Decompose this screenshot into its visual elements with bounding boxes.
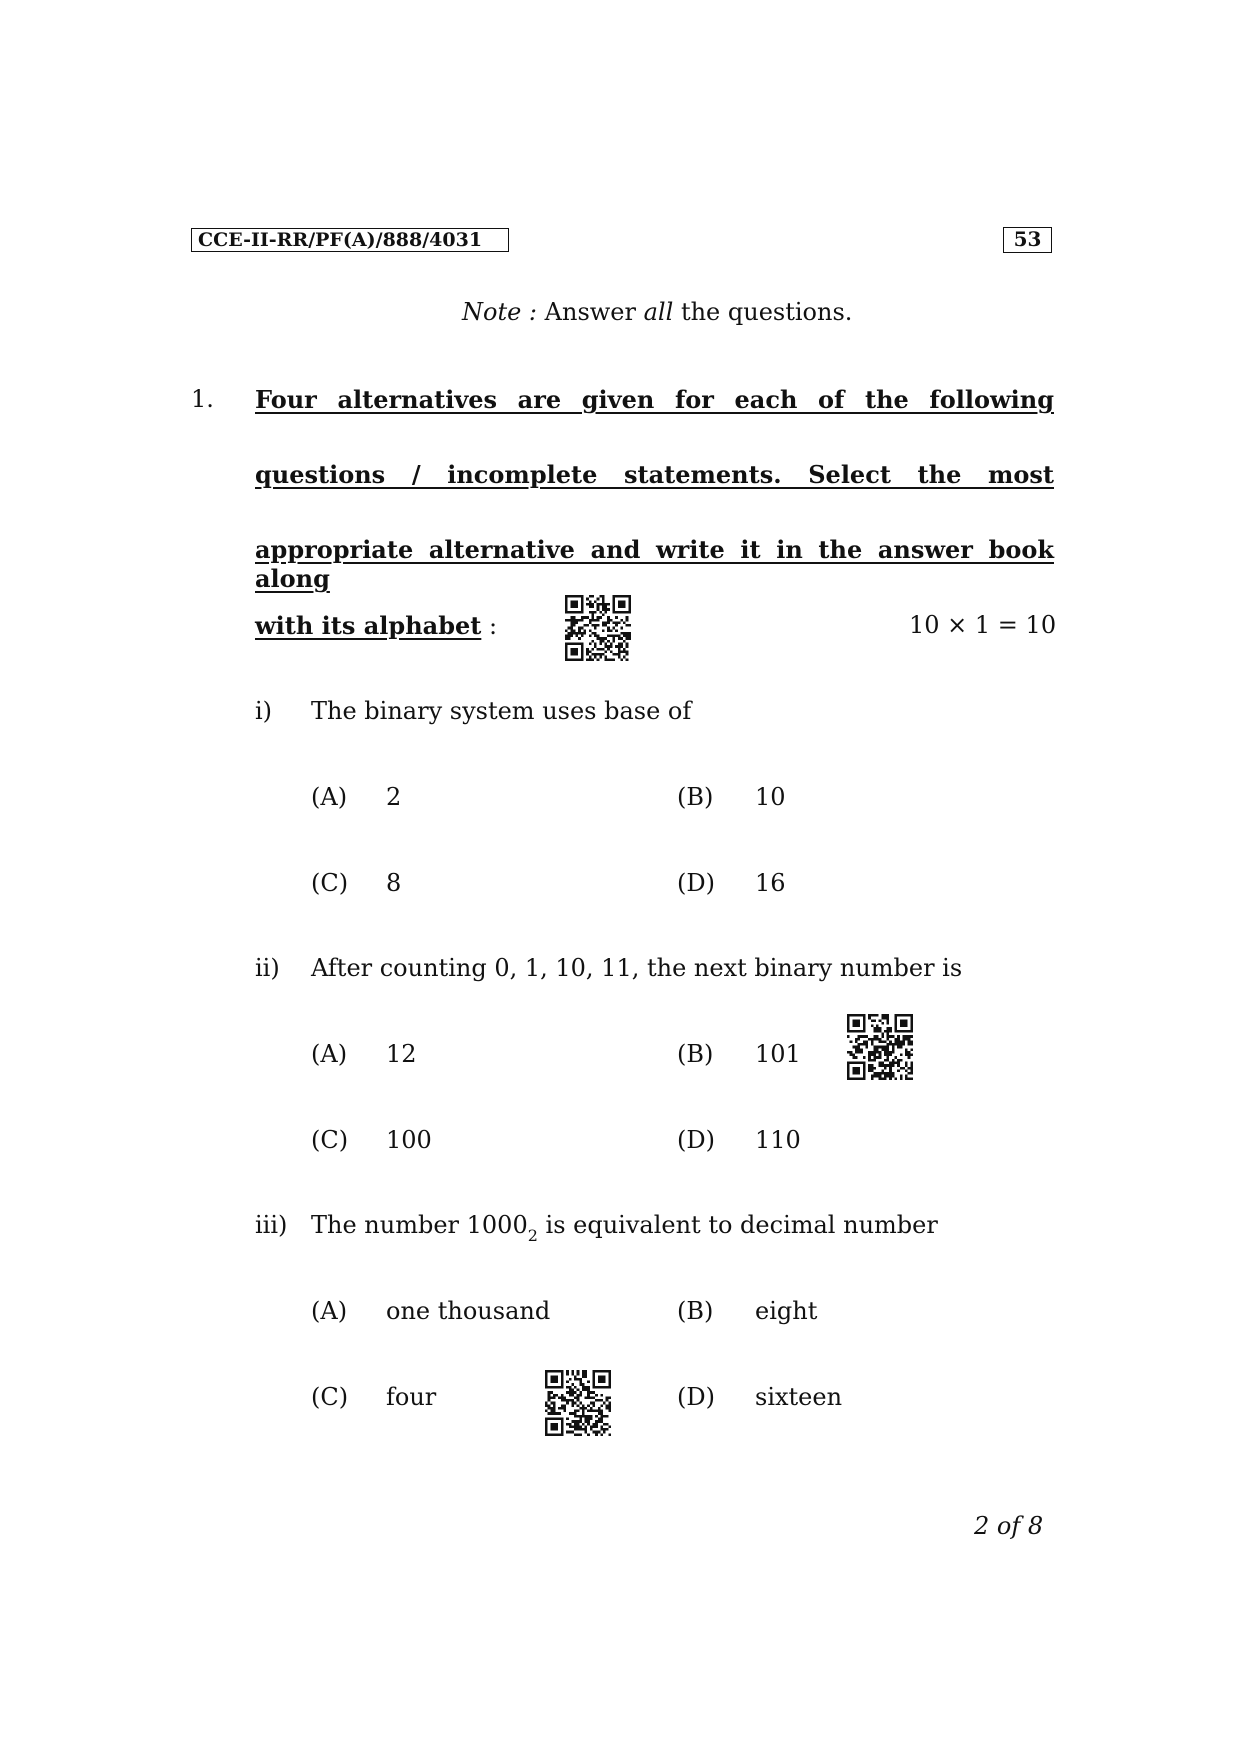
note-text-after: the questions. [680,298,853,326]
paper-number: 53 [1003,227,1052,253]
option-text: 110 [755,1126,801,1154]
option-text: eight [755,1297,818,1325]
option-label: (D) [677,1126,715,1154]
option-text: 10 [755,783,786,811]
option-text: 8 [386,869,402,897]
paper-code: CCE-II-RR/PF(A)/888/4031 [191,228,509,252]
subquestion-label-i: i) [255,697,273,725]
option-label: (A) [311,1297,348,1325]
qr-code-icon [565,595,631,661]
option-text: 101 [755,1040,801,1068]
note-label: Note : [462,298,538,326]
subquestion-stem-ii: After counting 0, 1, 10, 11, the next binary number is [311,954,963,982]
option-label: (C) [311,1126,349,1154]
question-number: 1. [191,385,214,413]
instruction-line-4-text: with its alphabet [255,611,482,640]
subquestion-label-iii: iii) [255,1211,288,1239]
option-label: (D) [677,869,715,897]
subquestion-label-ii: ii) [255,954,280,982]
option-label: (B) [677,1297,714,1325]
subquestion-stem-iii [311,1211,938,1245]
stem-subscript: 2 [527,1226,538,1245]
instruction-line-3: appropriate alternative and write it in the answer book along [255,535,1054,593]
option-text: 16 [755,869,786,897]
note-emphasis: all [643,298,674,326]
option-text: 100 [386,1126,432,1154]
option-label: (A) [311,1040,348,1068]
option-label: (C) [311,1383,349,1411]
option-text: sixteen [755,1383,843,1411]
page-total: 8 [1027,1512,1044,1540]
stem-text-after: is equivalent to decimal number [537,1211,938,1239]
subquestion-stem-i: The binary system uses base of [311,697,692,725]
instruction-line-1: Four alternatives are given for each of the following [255,385,1054,414]
option-text: four [386,1383,437,1411]
instruction-colon: : [488,612,498,640]
option-label: (D) [677,1383,715,1411]
option-text: 2 [386,783,402,811]
instruction-line-2: questions / incomplete statements. Select the most [255,460,1054,489]
page-of: of [996,1512,1021,1540]
note-line [462,298,852,326]
qr-code-icon [847,1014,913,1080]
option-label: (B) [677,1040,714,1068]
option-label: (C) [311,869,349,897]
instruction-line-4 [255,611,497,640]
option-text: 12 [386,1040,417,1068]
page-number [974,1512,1043,1540]
option-label: (B) [677,783,714,811]
marks-scheme: 10 × 1 = 10 [909,611,1057,639]
stem-text-before: The number 1000 [311,1211,528,1239]
note-text-before: Answer [544,298,636,326]
option-text: one thousand [386,1297,551,1325]
qr-code-icon [545,1370,611,1436]
page-current: 2 [974,1512,990,1540]
option-label: (A) [311,783,348,811]
